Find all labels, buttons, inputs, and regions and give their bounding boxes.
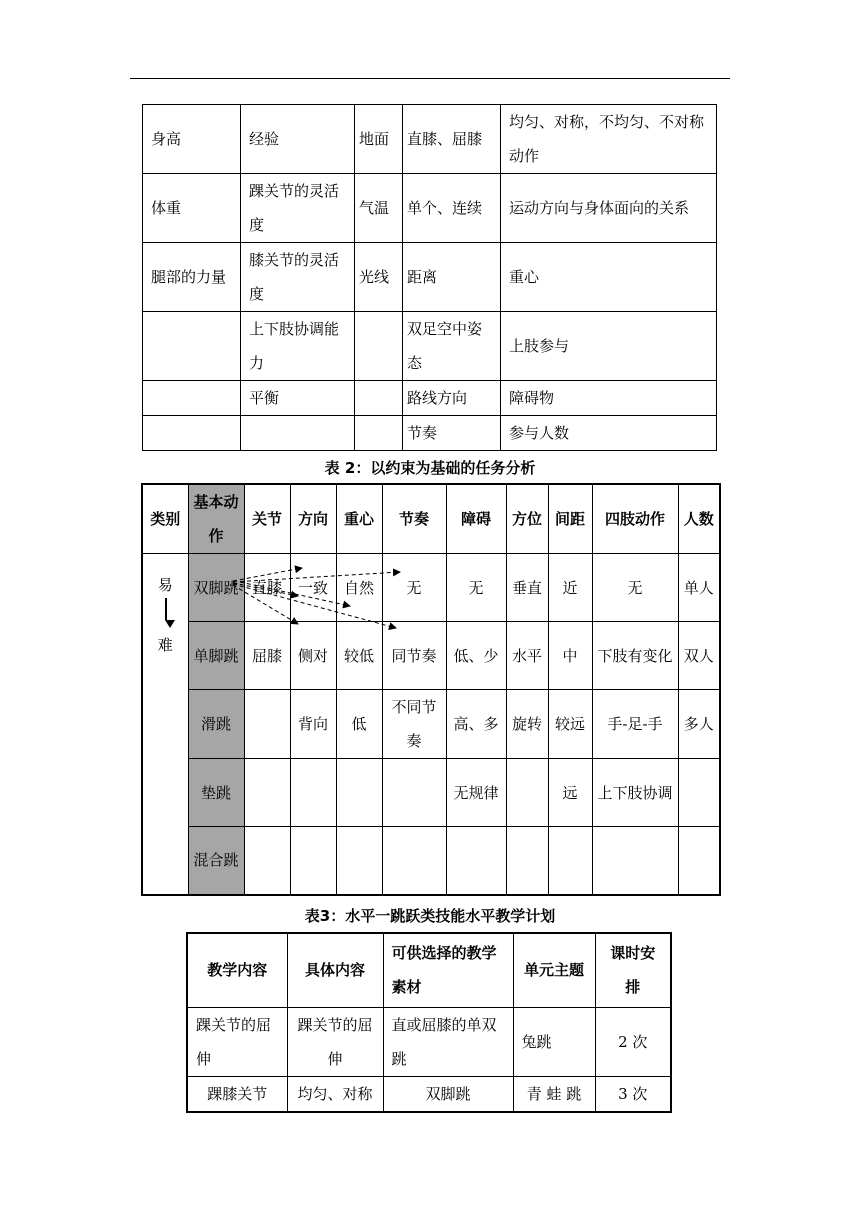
table-cell: 障碍物 — [501, 381, 717, 416]
table-cell — [382, 827, 446, 895]
header-cell: 人数 — [678, 484, 720, 554]
table-row — [142, 827, 720, 895]
table-cell: 节奏 — [403, 416, 501, 451]
table-cell: 侧对 — [290, 622, 336, 690]
table-row — [143, 243, 717, 312]
table-cell: 踝关节的屈伸 — [287, 1007, 383, 1076]
table-cell: 光线 — [355, 243, 403, 312]
header-cell: 重心 — [336, 484, 382, 554]
table-cell: 较远 — [548, 690, 592, 759]
table-cell: 单人 — [678, 554, 720, 622]
table-row — [143, 416, 717, 451]
table-cell: 同节奏 — [382, 622, 446, 690]
category-hard: 难 — [157, 636, 173, 654]
table-cell — [244, 690, 290, 759]
table-cell: 无 — [592, 554, 678, 622]
table-cell — [355, 416, 403, 451]
table-cell: 中 — [548, 622, 592, 690]
table-cell: 3 次 — [595, 1076, 671, 1112]
teaching-plan-table — [186, 932, 672, 1113]
table-cell — [355, 381, 403, 416]
table-cell — [143, 381, 241, 416]
table-cell: 重心 — [501, 243, 717, 312]
table-cell: 多人 — [678, 690, 720, 759]
table-cell: 远 — [548, 759, 592, 827]
table-cell: 气温 — [355, 174, 403, 243]
header-cell: 类别 — [142, 484, 188, 554]
table-cell: 自然 — [336, 554, 382, 622]
action-cell: 单脚跳 — [188, 622, 244, 690]
table-caption: 表3：水平一跳跃类技能水平教学计划 — [304, 907, 556, 925]
table-cell: 高、多 — [446, 690, 506, 759]
table-cell: 运动方向与身体面向的关系 — [501, 174, 717, 243]
table-cell: 水平 — [506, 622, 548, 690]
header-cell: 方位 — [506, 484, 548, 554]
header-cell: 单元主题 — [513, 933, 595, 1007]
table-cell: 身高 — [143, 105, 241, 174]
table-cell — [506, 827, 548, 895]
table-cell — [506, 759, 548, 827]
table-cell: 参与人数 — [501, 416, 717, 451]
table-cell: 兔跳 — [513, 1007, 595, 1076]
table-row — [142, 690, 720, 759]
table-cell — [678, 759, 720, 827]
table-row — [143, 381, 717, 416]
table-cell — [290, 827, 336, 895]
header-cell: 基本动作 — [188, 484, 244, 554]
action-cell: 滑跳 — [188, 690, 244, 759]
category-easy: 易 — [157, 576, 173, 594]
table-cell — [143, 416, 241, 451]
table-cell — [336, 827, 382, 895]
table-cell — [244, 759, 290, 827]
table-cell: 上下肢协调能力 — [241, 312, 355, 381]
table-cell: 体重 — [143, 174, 241, 243]
table-cell: 2 次 — [595, 1007, 671, 1076]
table-cell — [290, 759, 336, 827]
table-cell — [244, 827, 290, 895]
header-rule — [130, 78, 730, 79]
table-cell: 屈膝 — [244, 622, 290, 690]
table-row — [187, 1007, 671, 1076]
table-row — [142, 554, 720, 622]
table-cell: 旋转 — [506, 690, 548, 759]
table-cell: 双脚跳 — [383, 1076, 513, 1112]
table-cell — [592, 827, 678, 895]
table-cell: 背向 — [290, 690, 336, 759]
table-row — [142, 759, 720, 827]
table-cell: 均匀、对称，不均匀、不对称动作 — [501, 105, 717, 174]
table-row — [143, 312, 717, 381]
table-row — [142, 622, 720, 690]
table-cell: 直膝、屈膝 — [403, 105, 501, 174]
table-cell: 近 — [548, 554, 592, 622]
table-cell: 踝关节的屈伸 — [187, 1007, 287, 1076]
table-cell: 经验 — [241, 105, 355, 174]
table-cell: 无 — [446, 554, 506, 622]
table-cell: 手-足-手 — [592, 690, 678, 759]
header-cell: 可供选择的教学素材 — [383, 933, 513, 1007]
table-cell — [241, 416, 355, 451]
table-cell — [678, 827, 720, 895]
header-cell: 四肢动作 — [592, 484, 678, 554]
table-cell: 上肢参与 — [501, 312, 717, 381]
table-cell: 无 — [382, 554, 446, 622]
table-cell: 低 — [336, 690, 382, 759]
table-cell: 下肢有变化 — [592, 622, 678, 690]
table-row — [187, 1076, 671, 1112]
table-cell: 无规律 — [446, 759, 506, 827]
table-cell: 地面 — [355, 105, 403, 174]
table-cell — [336, 759, 382, 827]
table-cell — [548, 827, 592, 895]
table-cell — [382, 759, 446, 827]
table-header-row — [187, 933, 671, 1007]
table-caption: 表 2：以约束为基础的任务分析 — [324, 459, 536, 477]
table-cell — [143, 312, 241, 381]
header-cell: 障碍 — [446, 484, 506, 554]
table-cell — [446, 827, 506, 895]
table-cell: 直或屈膝的单双跳 — [383, 1007, 513, 1076]
table-cell: 踝膝关节 — [187, 1076, 287, 1112]
table-cell: 踝关节的灵活度 — [241, 174, 355, 243]
constraints-table — [142, 104, 717, 451]
action-cell: 混合跳 — [188, 827, 244, 895]
header-cell: 课时安排 — [595, 933, 671, 1007]
table-cell: 直膝 — [244, 554, 290, 622]
table-row — [143, 174, 717, 243]
table-row — [143, 105, 717, 174]
table-cell: 膝关节的灵活度 — [241, 243, 355, 312]
table-cell: 腿部的力量 — [143, 243, 241, 312]
table-cell: 不同节奏 — [382, 690, 446, 759]
table-cell: 均匀、对称 — [287, 1076, 383, 1112]
table-cell: 上下肢协调 — [592, 759, 678, 827]
header-cell: 方向 — [290, 484, 336, 554]
header-cell: 节奏 — [382, 484, 446, 554]
header-cell: 教学内容 — [187, 933, 287, 1007]
category-cell — [142, 554, 188, 895]
table-cell — [355, 312, 403, 381]
table-header-row — [142, 484, 720, 554]
header-cell: 间距 — [548, 484, 592, 554]
table-cell: 较低 — [336, 622, 382, 690]
header-cell: 具体内容 — [287, 933, 383, 1007]
task-analysis-table — [141, 483, 721, 896]
table-cell: 平衡 — [241, 381, 355, 416]
table-cell: 双足空中姿态 — [403, 312, 501, 381]
table-cell: 双人 — [678, 622, 720, 690]
table-cell: 垂直 — [506, 554, 548, 622]
table-cell: 低、少 — [446, 622, 506, 690]
table-cell: 路线方向 — [403, 381, 501, 416]
table-cell: 一致 — [290, 554, 336, 622]
action-cell: 双脚跳 — [188, 554, 244, 622]
action-cell: 垫跳 — [188, 759, 244, 827]
header-cell: 关节 — [244, 484, 290, 554]
table-cell: 单个、连续 — [403, 174, 501, 243]
table-cell: 青 蛙 跳 — [513, 1076, 595, 1112]
table-cell: 距离 — [403, 243, 501, 312]
